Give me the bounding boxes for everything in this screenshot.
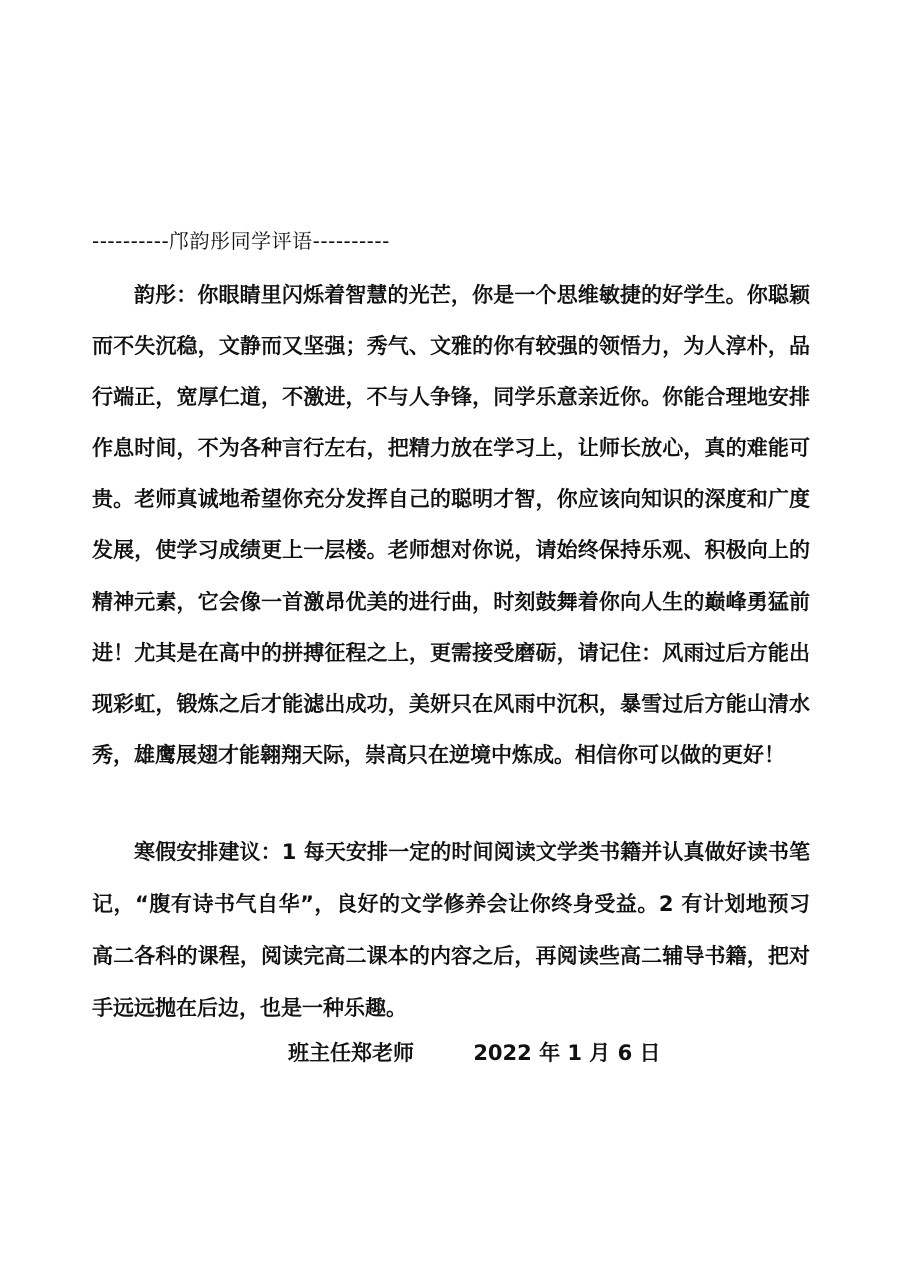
teacher-signature: 班主任郑老师 (288, 1041, 414, 1065)
document-title: ----------邝韵彤同学评语---------- (92, 229, 390, 253)
signature-date: 2022 年 1 月 6 日 (473, 1041, 661, 1065)
comment-paragraph: 韵彤：你眼睛里闪烁着智慧的光芒，你是一个思维敏捷的好学生。你聪颖而不失沉稳，文静而又坚强；秀气、文雅的你有较强的领悟力，为人淳朴，品行端正，宽厚仁道，不激进，不与人争锋，同学乐意亲近你。你能合理地安排作息时间，不为各种言行左右，把精力放在学习上，让师长放心，真的难能可贵。老师真诚地希望你充分发挥自己的聪明才智，你应该向知识的深度和广度发展，使学习成绩更上一层楼。老师想对你说，请始终保持乐观、积极向上的精神元素，它会像一首激昂优美的进行曲，时刻鼓舞着你向人生的巅峰勇猛前进！尤其是在高中的拼搏征程之上，更需接受磨砺，请记住：风雨过后方能出现彩虹，锻炼之后才能滤出成功，美妍只在风雨中沉积，暴雪过后方能山清水秀，雄鹰展翅才能翱翔天际，崇高只在逆境中炼成。相信你可以做的更好！ (92, 283, 810, 767)
signature-line (288, 1038, 661, 1068)
winter-break-suggestion-paragraph: 寒假安排建议：1 每天安排一定的时间阅读文学类书籍并认真做好读书笔记，“腹有诗书气自华”，良好的文学修养会让你终身受益。2 有计划地预习高二各科的课程，阅读完高二课本的内容之后，再阅读些高二辅导书籍，把对手远远抛在后边，也是一种乐趣。 (92, 840, 810, 1020)
